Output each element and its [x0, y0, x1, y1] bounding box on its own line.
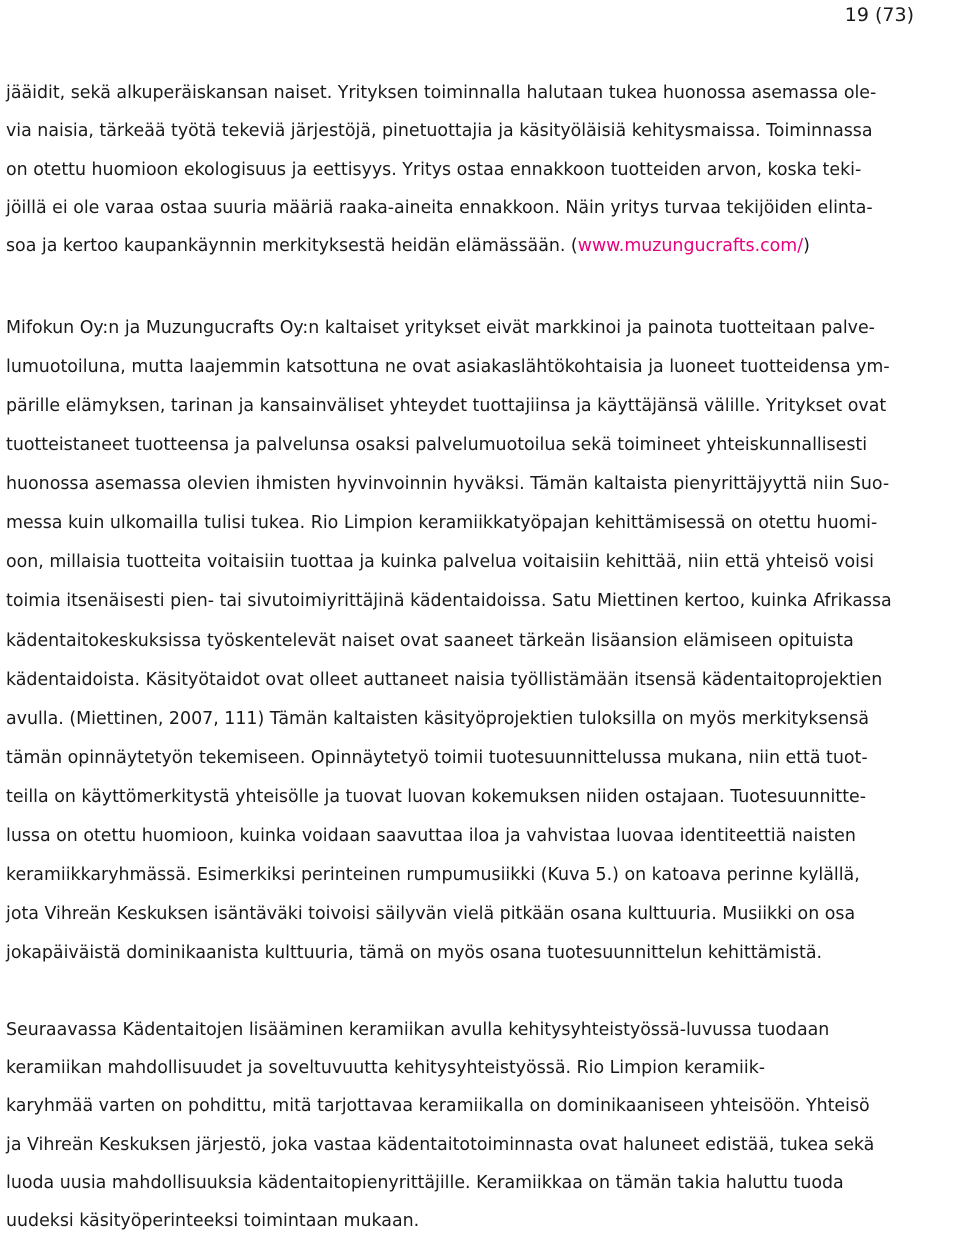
paragraph-line: huonossa asemassa olevien ihmisten hyvinvoinnin hyväksi. Tämän kaltaista pienyrittäjyyttä niin Suo- [6, 474, 890, 495]
paragraph-line: ja Vihreän Keskuksen järjestö, joka vastaa kädentaitotoiminnasta ovat haluneet edistää, tukea sekä [6, 1134, 875, 1155]
paragraph-line: uudeksi käsityöperinteeksi toimintaan mukaan. [6, 1211, 420, 1232]
line-text: soa ja kertoo kaupankäynnin merkityksestä heidän elämässään. ( [6, 236, 578, 257]
paragraph-line: jöillä ei ole varaa ostaa suuria määriä raaka-aineita ennakkoon. Näin yritys turvaa tekijöiden elinta- [6, 197, 873, 218]
paragraph-line: lumuotoiluna, mutta laajemmin katsottuna ne ovat asiakaslähtökohtaisia ja luoneet tuotteidensa ym- [6, 357, 890, 378]
paragraph-line: luoda uusia mahdollisuuksia kädentaitopienyrittäjille. Keramiikkaa on tämän takia haluttu tuoda [6, 1172, 844, 1193]
paragraph-line: pärille elämyksen, tarinan ja kansainväliset yhteydet tuottajiinsa ja käyttäjänsä välille. Yritykset ovat [6, 396, 887, 417]
website-link[interactable]: www.muzungucrafts.com/ [577, 236, 804, 257]
paragraph-1 [6, 74, 876, 265]
paragraph-line: via naisia, tärkeää työtä tekeviä järjestöjä, pinetuottajia ja käsityöläisiä kehitysmaissa. Toiminnassa [6, 121, 873, 142]
paragraph-line: karyhmää varten on pohdittu, mitä tarjottavaa keramiikalla on dominikaaniseen yhteisöön. Yhteisö [6, 1096, 870, 1117]
paragraph-line: kädentaidoista. Käsityötaidot ovat olleet auttaneet naisia työllistämään itsensä kädentaitoprojektien [6, 669, 883, 690]
paragraph-line: Mifokun Oy:n ja Muzungucrafts Oy:n kaltaiset yritykset eivät markkinoi ja painota tuotteitaan palve- [6, 318, 875, 338]
paragraph-line: avulla. (Miettinen, 2007, 111) Tämän kaltaisten käsityöprojektien tuloksilla on myös merkityksensä [6, 708, 870, 729]
paragraph-line: jääidit, sekä alkuperäiskansan naiset. Yrityksen toiminnalla halutaan tukea huonossa asemassa ole- [6, 83, 877, 103]
paragraph-line: on otettu huomioon ekologisuus ja eettisyys. Yritys ostaa ennakkoon tuotteiden arvon, koska teki- [6, 159, 862, 180]
paragraph-line: teilla on käyttömerkitystä yhteisölle ja tuovat luovan kokemuksen niiden ostajaan. Tuotesuunnitte- [6, 786, 866, 807]
paragraph-line: kädentaitokeskuksissa työskentelevät naiset ovat saaneet tärkeän lisäansion elämiseen opituista [6, 630, 854, 651]
paragraph-2 [6, 309, 892, 973]
page-number: 19 (73) [844, 4, 914, 26]
paragraph-line: toimia itsenäisesti pien- tai sivutoimiyrittäjinä kädentaidoissa. Satu Miettinen kertoo, kuinka Afrikassa [6, 591, 892, 612]
paragraph-line: jota Vihreän Keskuksen isäntäväki toivoisi säilyvän vielä pitkään osana kulttuuria. Musiikki on osa [6, 903, 856, 924]
paragraph-line: oon, millaisia tuotteita voitaisiin tuottaa ja kuinka palvelua voitaisiin kehittää, niin että yhteisö voisi [6, 552, 874, 573]
paragraph-line: lussa on otettu huomioon, kuinka voidaan saavuttaa iloa ja vahvistaa luovaa identiteettiä naisten [6, 825, 856, 846]
paragraph-line: tämän opinnäytetyön tekemiseen. Opinnäytetyö toimii tuotesuunnittelussa mukana, niin että tuot- [6, 747, 868, 768]
paragraph-line: keramiikkaryhmässä. Esimerkiksi perinteinen rumpumusiikki (Kuva 5.) on katoava perinne kylällä, [6, 864, 860, 885]
line-text: ) [803, 236, 810, 257]
paragraph-line: Seuraavassa Kädentaitojen lisääminen keramiikan avulla kehitysyhteistyössä-luvussa tuodaan [6, 1020, 830, 1040]
paragraph-line: tuotteistaneet tuotteensa ja palvelunsa osaksi palvelumuotoilua sekä toimineet yhteiskunnallisesti [6, 435, 868, 456]
paragraph-line: messa kuin ulkomailla tulisi tukea. Rio Limpion keramiikkatyöpajan kehittämisessä on otettu huomi- [6, 513, 878, 534]
paragraph-3 [6, 1011, 874, 1240]
paragraph-line [6, 227, 876, 265]
paragraph-line: keramiikan mahdollisuudet ja soveltuvuutta kehitysyhteistyössä. Rio Limpion keramiik- [6, 1058, 766, 1079]
paragraph-line: jokapäiväistä dominikaanista kulttuuria, tämä on myös osana tuotesuunnittelun kehittämistä. [6, 943, 823, 963]
